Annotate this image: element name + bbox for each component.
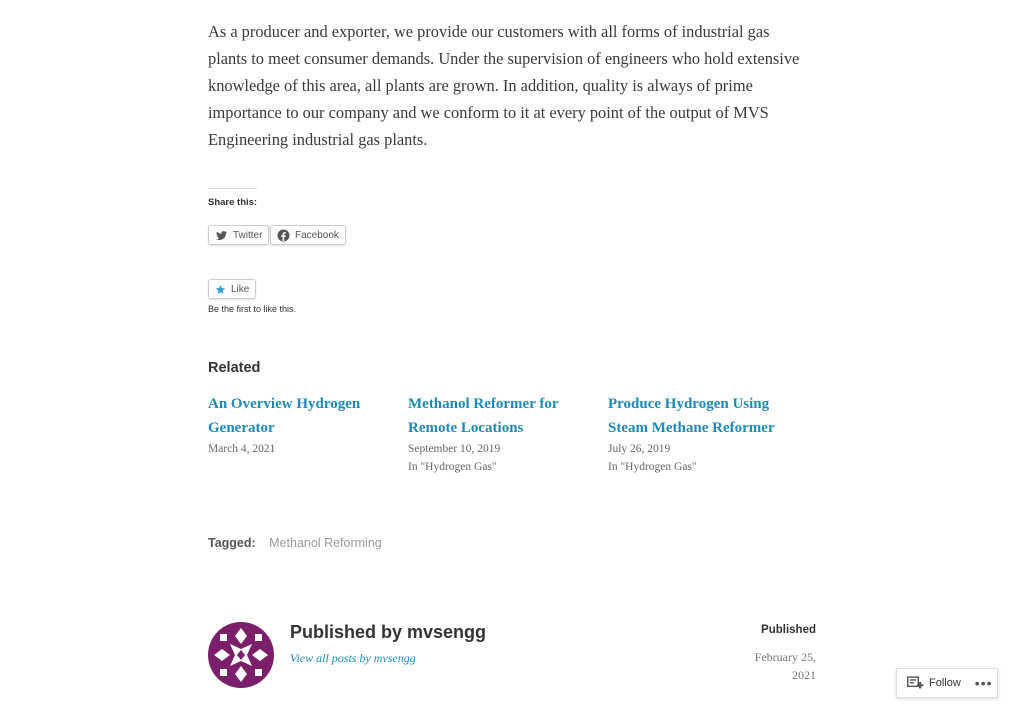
related-title: Related: [208, 360, 261, 376]
star-icon: [215, 284, 226, 295]
like-button[interactable]: [208, 279, 256, 299]
share-facebook-button[interactable]: [270, 225, 346, 245]
related-item-date: July 26, 2019: [608, 443, 671, 455]
related-item-link[interactable]: Methanol Reformer for Remote Locations: [408, 396, 559, 436]
related-item: [408, 392, 588, 476]
like-note: Be the first to like this.: [208, 304, 297, 314]
share-title: Share this:: [208, 188, 257, 208]
published-by-title: Published by mvsengg: [290, 622, 487, 642]
published-date: [726, 648, 816, 684]
view-all-posts-link[interactable]: View all posts by mvsengg: [290, 651, 416, 665]
tag-link[interactable]: Methanol Reforming: [269, 536, 382, 550]
facebook-icon: [277, 229, 290, 242]
tags-label: Tagged:: [208, 536, 256, 550]
share-twitter-label: Twitter: [233, 229, 263, 241]
share-twitter-button[interactable]: [208, 225, 269, 245]
published-date-line2: 2021: [792, 668, 816, 682]
avatar-identicon[interactable]: [208, 622, 274, 688]
follow-button[interactable]: [896, 668, 998, 698]
article-paragraph: As a producer and exporter, we provide our customers with all forms of industrial gas plants to meet consumer demands. Under the supervision of engineers who hold extensive knowledge of this area, all plants are grown. In addition, quality is always of prime importance to our company and we conform to it at every point of the output of MVS Engineering industrial gas plants.: [208, 22, 800, 149]
related-item: [208, 392, 388, 458]
related-item-date: March 4, 2021: [208, 443, 276, 455]
tags-row: [208, 536, 382, 550]
related-item: [608, 392, 788, 476]
more-options-icon[interactable]: •••: [974, 675, 993, 691]
like-label: Like: [231, 283, 250, 295]
related-item-date: September 10, 2019: [408, 443, 501, 455]
related-item-category: In "Hydrogen Gas": [408, 461, 497, 473]
related-item-category: In "Hydrogen Gas": [608, 461, 697, 473]
share-facebook-label: Facebook: [295, 229, 339, 241]
author-box: [208, 620, 818, 690]
related-item-link[interactable]: Produce Hydrogen Using Steam Methane Reformer: [608, 396, 775, 436]
follow-label: Follow: [929, 677, 961, 689]
published-date-line1: February 25,: [754, 650, 816, 664]
related-item-link[interactable]: An Overview Hydrogen Generator: [208, 396, 361, 436]
published-label: Published: [761, 624, 816, 636]
reader-follow-icon: [907, 676, 924, 691]
twitter-icon: [215, 229, 228, 242]
